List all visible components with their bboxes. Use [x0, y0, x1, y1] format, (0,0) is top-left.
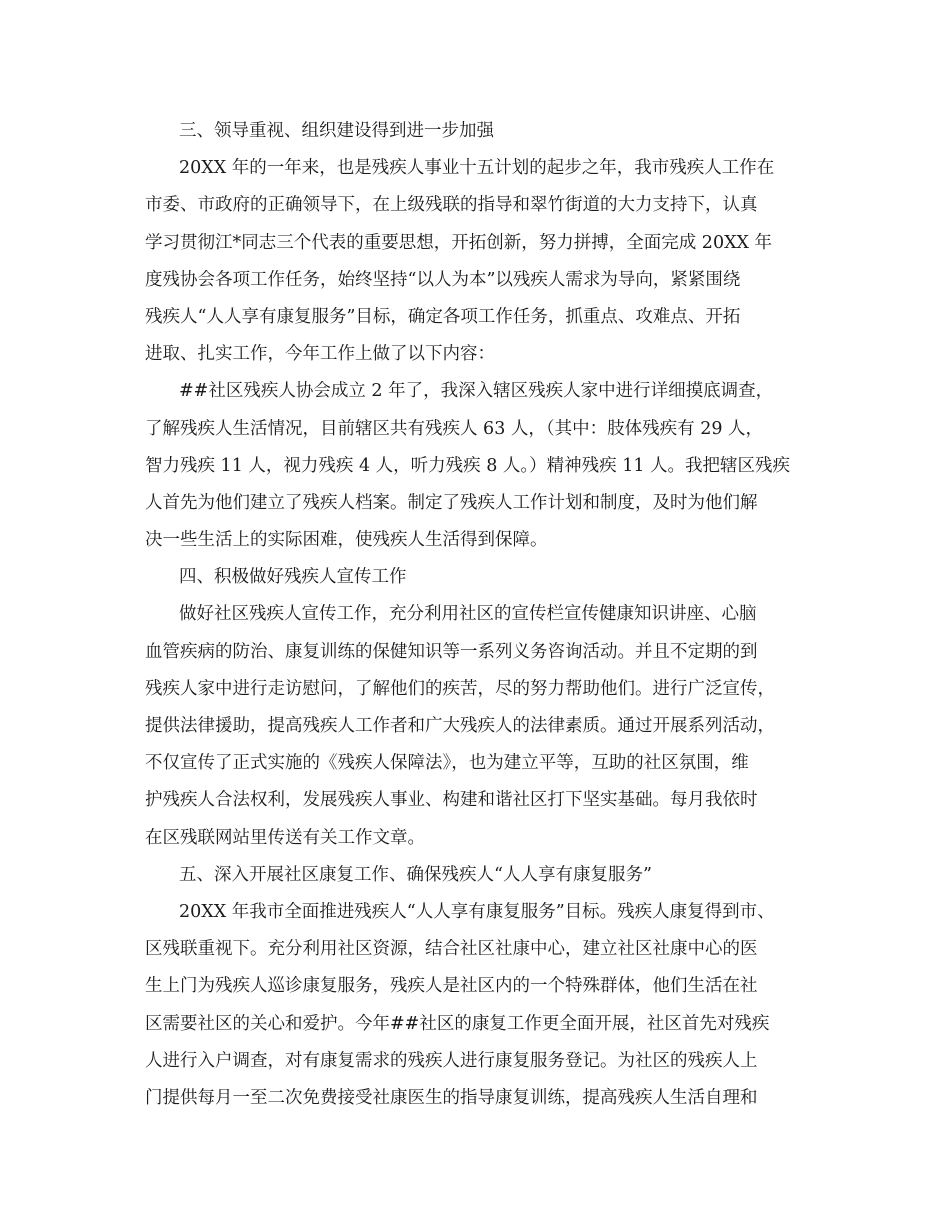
text-line: 人首先为他们建立了残疾人档案。制定了残疾人工作计划和制度，及时为他们解 [145, 492, 758, 513]
text-line: 护残疾人合法权利，发展残疾人事业、构建和谐社区打下坚实基础。每月我依时 [145, 790, 758, 811]
text-line: 门提供每月一至二次免费接受社康医生的指导康复训练，提高残疾人生活自理和 [145, 1087, 758, 1108]
text-line: 了解残疾人生活情况，目前辖区共有残疾人 63 人，（其中：肢体残疾有 29 人， [145, 418, 764, 439]
text-line: 四、积极做好残疾人宣传工作 [179, 567, 407, 588]
text-line: 生上门为残疾人巡诊康复服务，残疾人是社区内的一个特殊群体，他们生活在社 [145, 976, 758, 997]
text-line: 区需要社区的关心和爱护。今年##社区的康复工作更全面开展，社区首先对残疾 [145, 1013, 770, 1034]
text-line: 进取、扎实工作，今年工作上做了以下内容： [145, 344, 495, 365]
text-line: 20XX 年我市全面推进残疾人“人人享有康复服务”目标。残疾人康复得到市、 [179, 901, 775, 922]
text-line: 市委、市政府的正确领导下，在上级残联的指导和翠竹街道的大力支持下，认真 [145, 195, 758, 216]
text-line: 提供法律援助，提高残疾人工作者和广大残疾人的法律素质。通过开展系列活动， [145, 716, 775, 736]
text-line: 残疾人“人人享有康复服务”目标，确定各项工作任务，抓重点、攻难点、开拓 [145, 306, 741, 327]
text-line: 决一些生活上的实际困难，使残疾人生活得到保障。 [145, 530, 548, 551]
text-line: 三、领导重视、组织建设得到进一步加强 [179, 121, 494, 141]
text-line: ##社区残疾人协会成立 2 年了，我深入辖区残疾人家中进行详细摸底调查， [179, 381, 774, 402]
text-line: 智力残疾 11 人，视力残疾 4 人，听力残疾 8 人。）精神残疾 11 人。我把辖区残疾 [145, 455, 791, 476]
text-line: 血管疾病的防治、康复训练的保健知识等一系列义务咨询活动。并且不定期的到 [145, 641, 758, 662]
document-body [145, 113, 800, 1117]
text-line: 度残协会各项工作任务，始终坚持“以人为本”以残疾人需求为导向，紧紧围绕 [145, 269, 741, 290]
text-line: 在区残联网站里传送有关工作文章。 [145, 827, 425, 848]
text-line: 不仅宣传了正式实施的《残疾人保障法》，也为建立平等，互助的社区氛围，维 [145, 753, 749, 774]
text-line: 做好社区残疾人宣传工作，充分利用社区的宣传栏宣传健康知识讲座、心脑 [179, 604, 757, 625]
text-line: 人进行入户调查，对有康复需求的残疾人进行康复服务登记。为社区的残疾人上 [145, 1050, 758, 1071]
text-line: 学习贯彻江*同志三个代表的重要思想，开拓创新，努力拼搏，全面完成 20XX 年 [145, 232, 773, 253]
text-line: 区残联重视下。充分利用社区资源，结合社区社康中心，建立社区社康中心的医 [145, 939, 758, 960]
text-line: 残疾人家中进行走访慰问，了解他们的疾苦，尽的努力帮助他们。进行广泛宣传， [145, 678, 775, 699]
text-line: 五、深入开展社区康复工作、确保残疾人“人人享有康复服务” [179, 864, 652, 885]
text-line: 20XX 年的一年来，也是残疾人事业十五计划的起步之年，我市残疾人工作在 [179, 158, 775, 179]
